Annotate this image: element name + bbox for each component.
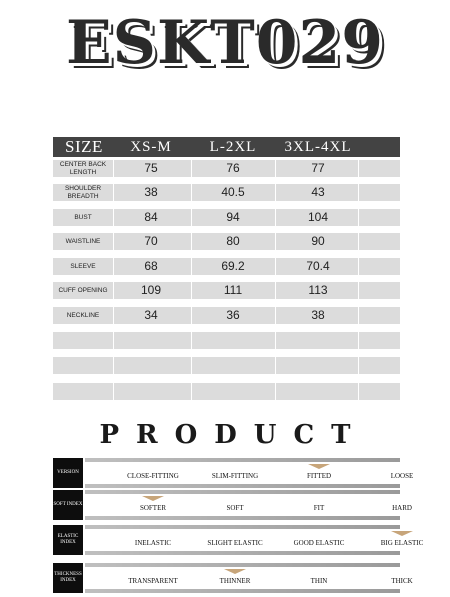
size-row-value: 40.5 [221, 185, 245, 199]
size-header-label: SIZE [65, 137, 103, 156]
size-row-label: WAISTLINE [65, 238, 101, 245]
cell-divider [113, 357, 114, 374]
size-row-label: CENTER BACK LENGTH [59, 161, 107, 176]
cell-divider [358, 184, 359, 201]
cell-divider [191, 383, 192, 400]
attribute-option: TRANSPARENT [128, 577, 178, 585]
cell-divider [113, 258, 114, 275]
cell-divider [113, 233, 114, 250]
cell-divider [358, 209, 359, 226]
size-row-label: NECKLINE [66, 312, 100, 319]
attribute-bar-top [85, 563, 400, 567]
attribute-label: VERSION [53, 458, 83, 488]
size-row-value: 69.2 [221, 259, 245, 273]
size-row-value: 84 [144, 210, 158, 224]
size-row [53, 209, 400, 226]
attribute-option: SLIGHT ELASTIC [207, 539, 263, 547]
size-header-col: L-2XL [209, 139, 257, 155]
size-row-value: 109 [140, 283, 162, 297]
size-row-value: 76 [226, 161, 240, 175]
size-row-value: 70.4 [306, 259, 330, 273]
product-code-title: ESKT029 [65, 8, 385, 78]
size-row [53, 307, 400, 324]
cell-divider [275, 282, 276, 299]
attribute-bar-top [85, 525, 400, 529]
cell-divider [191, 160, 192, 177]
product-attribute-row [53, 563, 413, 593]
product-attribute-row [53, 525, 424, 555]
attribute-label: SOFT INDEX [53, 490, 83, 520]
attribute-option: SLIM-FITTING [211, 472, 259, 480]
size-row-value: 90 [311, 234, 325, 248]
attribute-option: CLOSE-FITTING [127, 472, 179, 480]
size-row-value: 113 [308, 283, 328, 297]
attribute-option: SOFT [226, 504, 244, 512]
size-row [53, 160, 400, 177]
size-row-label: SHOULDER BREADTH [64, 185, 102, 200]
attribute-option: FIT [313, 504, 325, 512]
cell-divider [191, 357, 192, 374]
size-row [53, 282, 400, 299]
attribute-bar-bottom [85, 484, 400, 488]
size-row-value: 38 [311, 308, 325, 322]
size-row-label: CUFF OPENING [58, 287, 108, 294]
size-row-value: 38 [144, 185, 158, 199]
cell-divider [113, 184, 114, 201]
cell-divider [275, 233, 276, 250]
cell-divider [358, 332, 359, 349]
cell-divider [275, 209, 276, 226]
attribute-label: ELASTIC INDEX [53, 525, 83, 555]
attribute-option: INELASTIC [134, 539, 172, 547]
size-row-label: SLEEVE [70, 263, 96, 270]
cell-divider [358, 383, 359, 400]
selected-marker-icon [308, 464, 330, 469]
cell-divider [358, 233, 359, 250]
attribute-option: THICK [391, 577, 413, 585]
size-row-value: 34 [144, 308, 158, 322]
cell-divider [113, 282, 114, 299]
product-section-title: PRODUCT [99, 420, 368, 450]
size-row-value: 36 [226, 308, 240, 322]
attribute-option: THINNER [219, 577, 251, 585]
cell-divider [275, 357, 276, 374]
product-attribute-row [53, 458, 414, 488]
attribute-option: SOFTER [139, 504, 167, 512]
size-chart [53, 137, 400, 322]
size-row [53, 332, 400, 349]
size-row [53, 184, 400, 201]
size-row-value: 70 [144, 234, 158, 248]
size-row-value: 80 [226, 234, 240, 248]
size-row-label: BUST [74, 214, 92, 221]
cell-divider [191, 233, 192, 250]
cell-divider [191, 258, 192, 275]
cell-divider [275, 160, 276, 177]
attribute-option: BIG ELASTIC [380, 539, 424, 547]
cell-divider [113, 307, 114, 324]
attribute-option: LOOSE [390, 472, 414, 480]
size-row-value: 77 [311, 161, 325, 175]
cell-divider [358, 282, 359, 299]
cell-divider [113, 209, 114, 226]
cell-divider [113, 160, 114, 177]
product-attribute-row [53, 490, 412, 520]
size-row [53, 357, 400, 374]
size-chart-header [53, 137, 400, 157]
cell-divider [191, 282, 192, 299]
attribute-option: GOOD ELASTIC [293, 539, 345, 547]
selected-marker-icon [224, 569, 246, 574]
cell-divider [358, 160, 359, 177]
size-row [53, 258, 400, 275]
size-header-col: 3XL-4XL [284, 139, 352, 155]
size-row-value: 68 [144, 259, 158, 273]
cell-divider [275, 307, 276, 324]
cell-divider [358, 357, 359, 374]
attribute-option: HARD [392, 504, 412, 512]
attribute-bar-top [85, 490, 400, 494]
cell-divider [191, 332, 192, 349]
cell-divider [191, 184, 192, 201]
cell-divider [275, 332, 276, 349]
size-row-value: 111 [223, 283, 243, 297]
cell-divider [113, 383, 114, 400]
size-row-value: 43 [311, 185, 325, 199]
cell-divider [275, 184, 276, 201]
size-row [53, 233, 400, 250]
selected-marker-icon [142, 496, 164, 501]
attribute-bar-bottom [85, 589, 400, 593]
cell-divider [275, 258, 276, 275]
size-row-value: 94 [226, 210, 240, 224]
size-header-col: XS-M [130, 139, 172, 155]
cell-divider [358, 258, 359, 275]
size-row-value: 104 [307, 210, 329, 224]
attribute-option: FITTED [306, 472, 332, 480]
attribute-option: THIN [310, 577, 328, 585]
attribute-bar-bottom [85, 516, 400, 520]
attribute-label: THICKNESS INDEX [53, 563, 83, 593]
size-row [53, 383, 400, 400]
selected-marker-icon [391, 531, 413, 536]
cell-divider [275, 383, 276, 400]
cell-divider [358, 307, 359, 324]
cell-divider [113, 332, 114, 349]
size-row-value: 75 [144, 161, 158, 175]
cell-divider [191, 307, 192, 324]
attribute-bar-bottom [85, 551, 400, 555]
attribute-bar-top [85, 458, 400, 462]
cell-divider [191, 209, 192, 226]
